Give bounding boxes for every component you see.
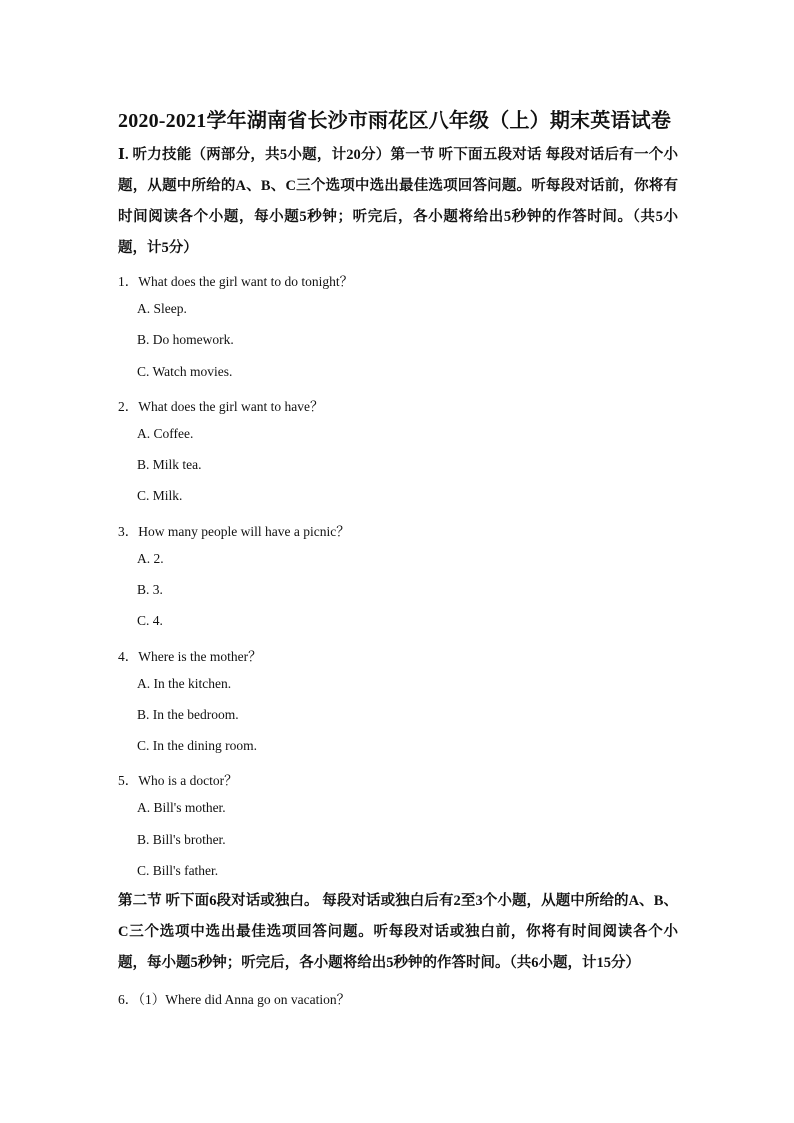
question-3: 3．How many people will have a picnic？ [118,524,350,539]
question-2-option-b: B. Milk tea. [137,457,202,472]
question-1: 1．What does the girl want to do tonight？ [118,274,354,289]
question-4: 4．Where is the mother？ [118,649,262,664]
question-5: 5．Who is a doctor？ [118,773,238,788]
question-2-option-a: A. Coffee. [137,426,194,441]
question-4-option-c: C. In the dining room. [137,738,257,753]
question-1-option-a: A. Sleep. [137,301,187,316]
question-5-option-c: C. Bill's father. [137,863,219,878]
question-5-option-a: A. Bill's mother. [137,800,226,815]
question-4-option-a: A. In the kitchen. [137,676,232,691]
question-3-option-c: C. 4. [137,613,163,628]
exam-title: 2020-2021学年湖南省长沙市雨花区八年级（上）期末英语试卷 [118,110,672,132]
section-1-instructions: Ⅰ. 听力技能（两部分，共5小题，计20分）第一节 听下面五段对话 每段对话后有一个小题，从题中所给的A、B、C三个选项中选出最佳选项回答问题。听每段对话前，你将有时间阅读各个小题，每小题5秒钟；听完后，各小题将给出5秒钟的作答时间。（共5小题，计5分） [118,147,678,256]
question-1-option-b: B. Do homework. [137,332,234,347]
question-4-option-b: B. In the bedroom. [137,707,239,722]
question-3-option-b: B. 3. [137,582,163,597]
question-3-option-a: A. 2. [137,551,164,566]
question-2-option-c: C. Milk. [137,488,183,503]
section-2-instructions: 第二节 听下面6段对话或独白。 每段对话或独白后有2至3个小题，从题中所给的A、B、C三个选项中选出最佳选项回答问题。听每段对话或独白前，你将有时间阅读各个小题，每小题5秒钟；听完后，各小题将给出5秒钟的作答时间。（共6小题，计15分） [118,893,678,971]
question-2: 2．What does the girl want to have？ [118,399,324,414]
question-1-option-c: C. Watch movies. [137,364,233,379]
question-6: 6．（1）Where did Anna go on vacation？ [118,992,351,1007]
question-5-option-b: B. Bill's brother. [137,832,226,847]
